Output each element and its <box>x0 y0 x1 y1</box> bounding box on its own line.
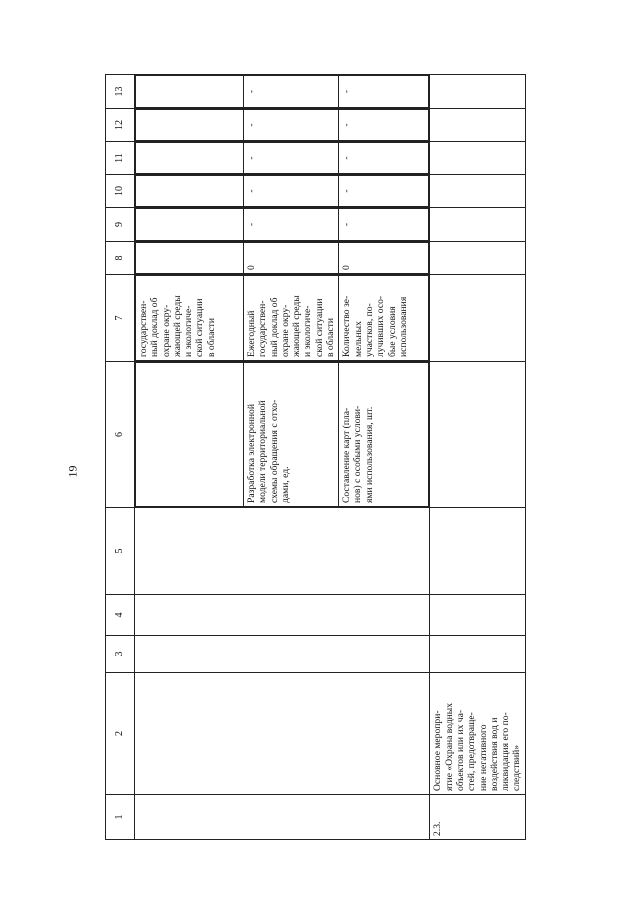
cell-text: Разработка электронной модели территориальной схемы обращения с отхо- дами, ед. <box>244 363 339 507</box>
cell-text: - <box>244 143 339 174</box>
table-cell <box>135 673 430 795</box>
cell-text: - <box>339 76 429 108</box>
table-cell <box>430 208 525 242</box>
header-col-13: 13 <box>106 75 135 109</box>
table-cell <box>135 175 430 208</box>
table-cell <box>135 508 430 595</box>
cell-text: государствен- ный доклад об охране окру- жающей среды и экологиче- ской ситуации в области <box>136 276 244 361</box>
header-col-7: 7 <box>106 275 135 362</box>
nested-table-col7 <box>135 275 429 361</box>
cell-text: - <box>244 110 339 141</box>
cell-text: - <box>244 176 339 207</box>
activity-name: Основное меропри- ятие «Охрана водных объектов или их ча- стей, предотвраще- ние негативного воздействия вод и ликвидация его по- следствий» <box>430 673 525 795</box>
cell-text: - <box>339 209 429 241</box>
header-col-9: 9 <box>106 208 135 242</box>
header-col-3: 3 <box>106 636 135 673</box>
header-col-2: 2 <box>106 673 135 795</box>
cell-text: - <box>339 143 429 174</box>
cell-text: - <box>244 76 339 108</box>
cell-text: Ежегодный государствен- ный доклад об охране окру- жающей среды и экологиче- ской ситуации в области <box>244 276 339 361</box>
nested-table-col8 <box>135 242 429 274</box>
cell-text: 0 <box>339 243 429 274</box>
page-number: 19 <box>65 465 80 478</box>
nested-table-col10 <box>135 175 429 207</box>
table-cell <box>430 142 525 175</box>
table-cell <box>136 243 244 274</box>
table-row <box>135 75 430 840</box>
nested-table-col13 <box>135 75 429 108</box>
table-cell <box>135 109 430 142</box>
table-cell <box>136 176 244 207</box>
table-cell <box>135 75 430 109</box>
table-cell <box>430 508 525 595</box>
cell-text: Составление карт (пла- нов) с особыми услови- ями использования, шт. <box>339 363 429 507</box>
table-cell <box>135 208 430 242</box>
table-cell <box>430 595 525 636</box>
table-cell <box>136 209 244 241</box>
header-col-1: 1 <box>106 795 135 840</box>
table-cell <box>136 363 244 507</box>
table-cell <box>430 242 525 275</box>
header-col-10: 10 <box>106 175 135 208</box>
table-cell <box>136 76 244 108</box>
table-cell <box>135 142 430 175</box>
table-cell <box>135 595 430 636</box>
table-cell <box>430 175 525 208</box>
table-cell <box>135 636 430 673</box>
header-col-8: 8 <box>106 242 135 275</box>
table-cell <box>136 143 244 174</box>
table-cell <box>430 636 525 673</box>
header-col-4: 4 <box>106 595 135 636</box>
cell-text: Количество зе- мельных участков, по- лучивших осо- бые условия использования <box>339 276 429 361</box>
table-cell <box>430 109 525 142</box>
table-cell <box>135 242 430 275</box>
header-col-12: 12 <box>106 109 135 142</box>
cell-text: 0 <box>244 243 339 274</box>
nested-table-col6 <box>135 362 429 507</box>
table-cell <box>430 75 525 109</box>
nested-table-col12 <box>135 109 429 141</box>
table-row <box>430 75 525 840</box>
table-cell <box>430 362 525 508</box>
rotated-table-container <box>105 75 523 840</box>
header-col-5: 5 <box>106 508 135 595</box>
nested-table-col11 <box>135 142 429 174</box>
row-number: 2.3. <box>430 795 525 840</box>
header-row <box>106 75 135 840</box>
table-cell <box>430 275 525 362</box>
cell-text: - <box>339 110 429 141</box>
table-cell <box>135 275 430 362</box>
table-cell <box>136 110 244 141</box>
table-cell <box>135 362 430 508</box>
header-col-6: 6 <box>106 362 135 508</box>
nested-table-col9 <box>135 208 429 241</box>
table-cell <box>135 795 430 840</box>
program-table <box>105 74 526 840</box>
cell-text: - <box>339 176 429 207</box>
cell-text: - <box>244 209 339 241</box>
header-col-11: 11 <box>106 142 135 175</box>
